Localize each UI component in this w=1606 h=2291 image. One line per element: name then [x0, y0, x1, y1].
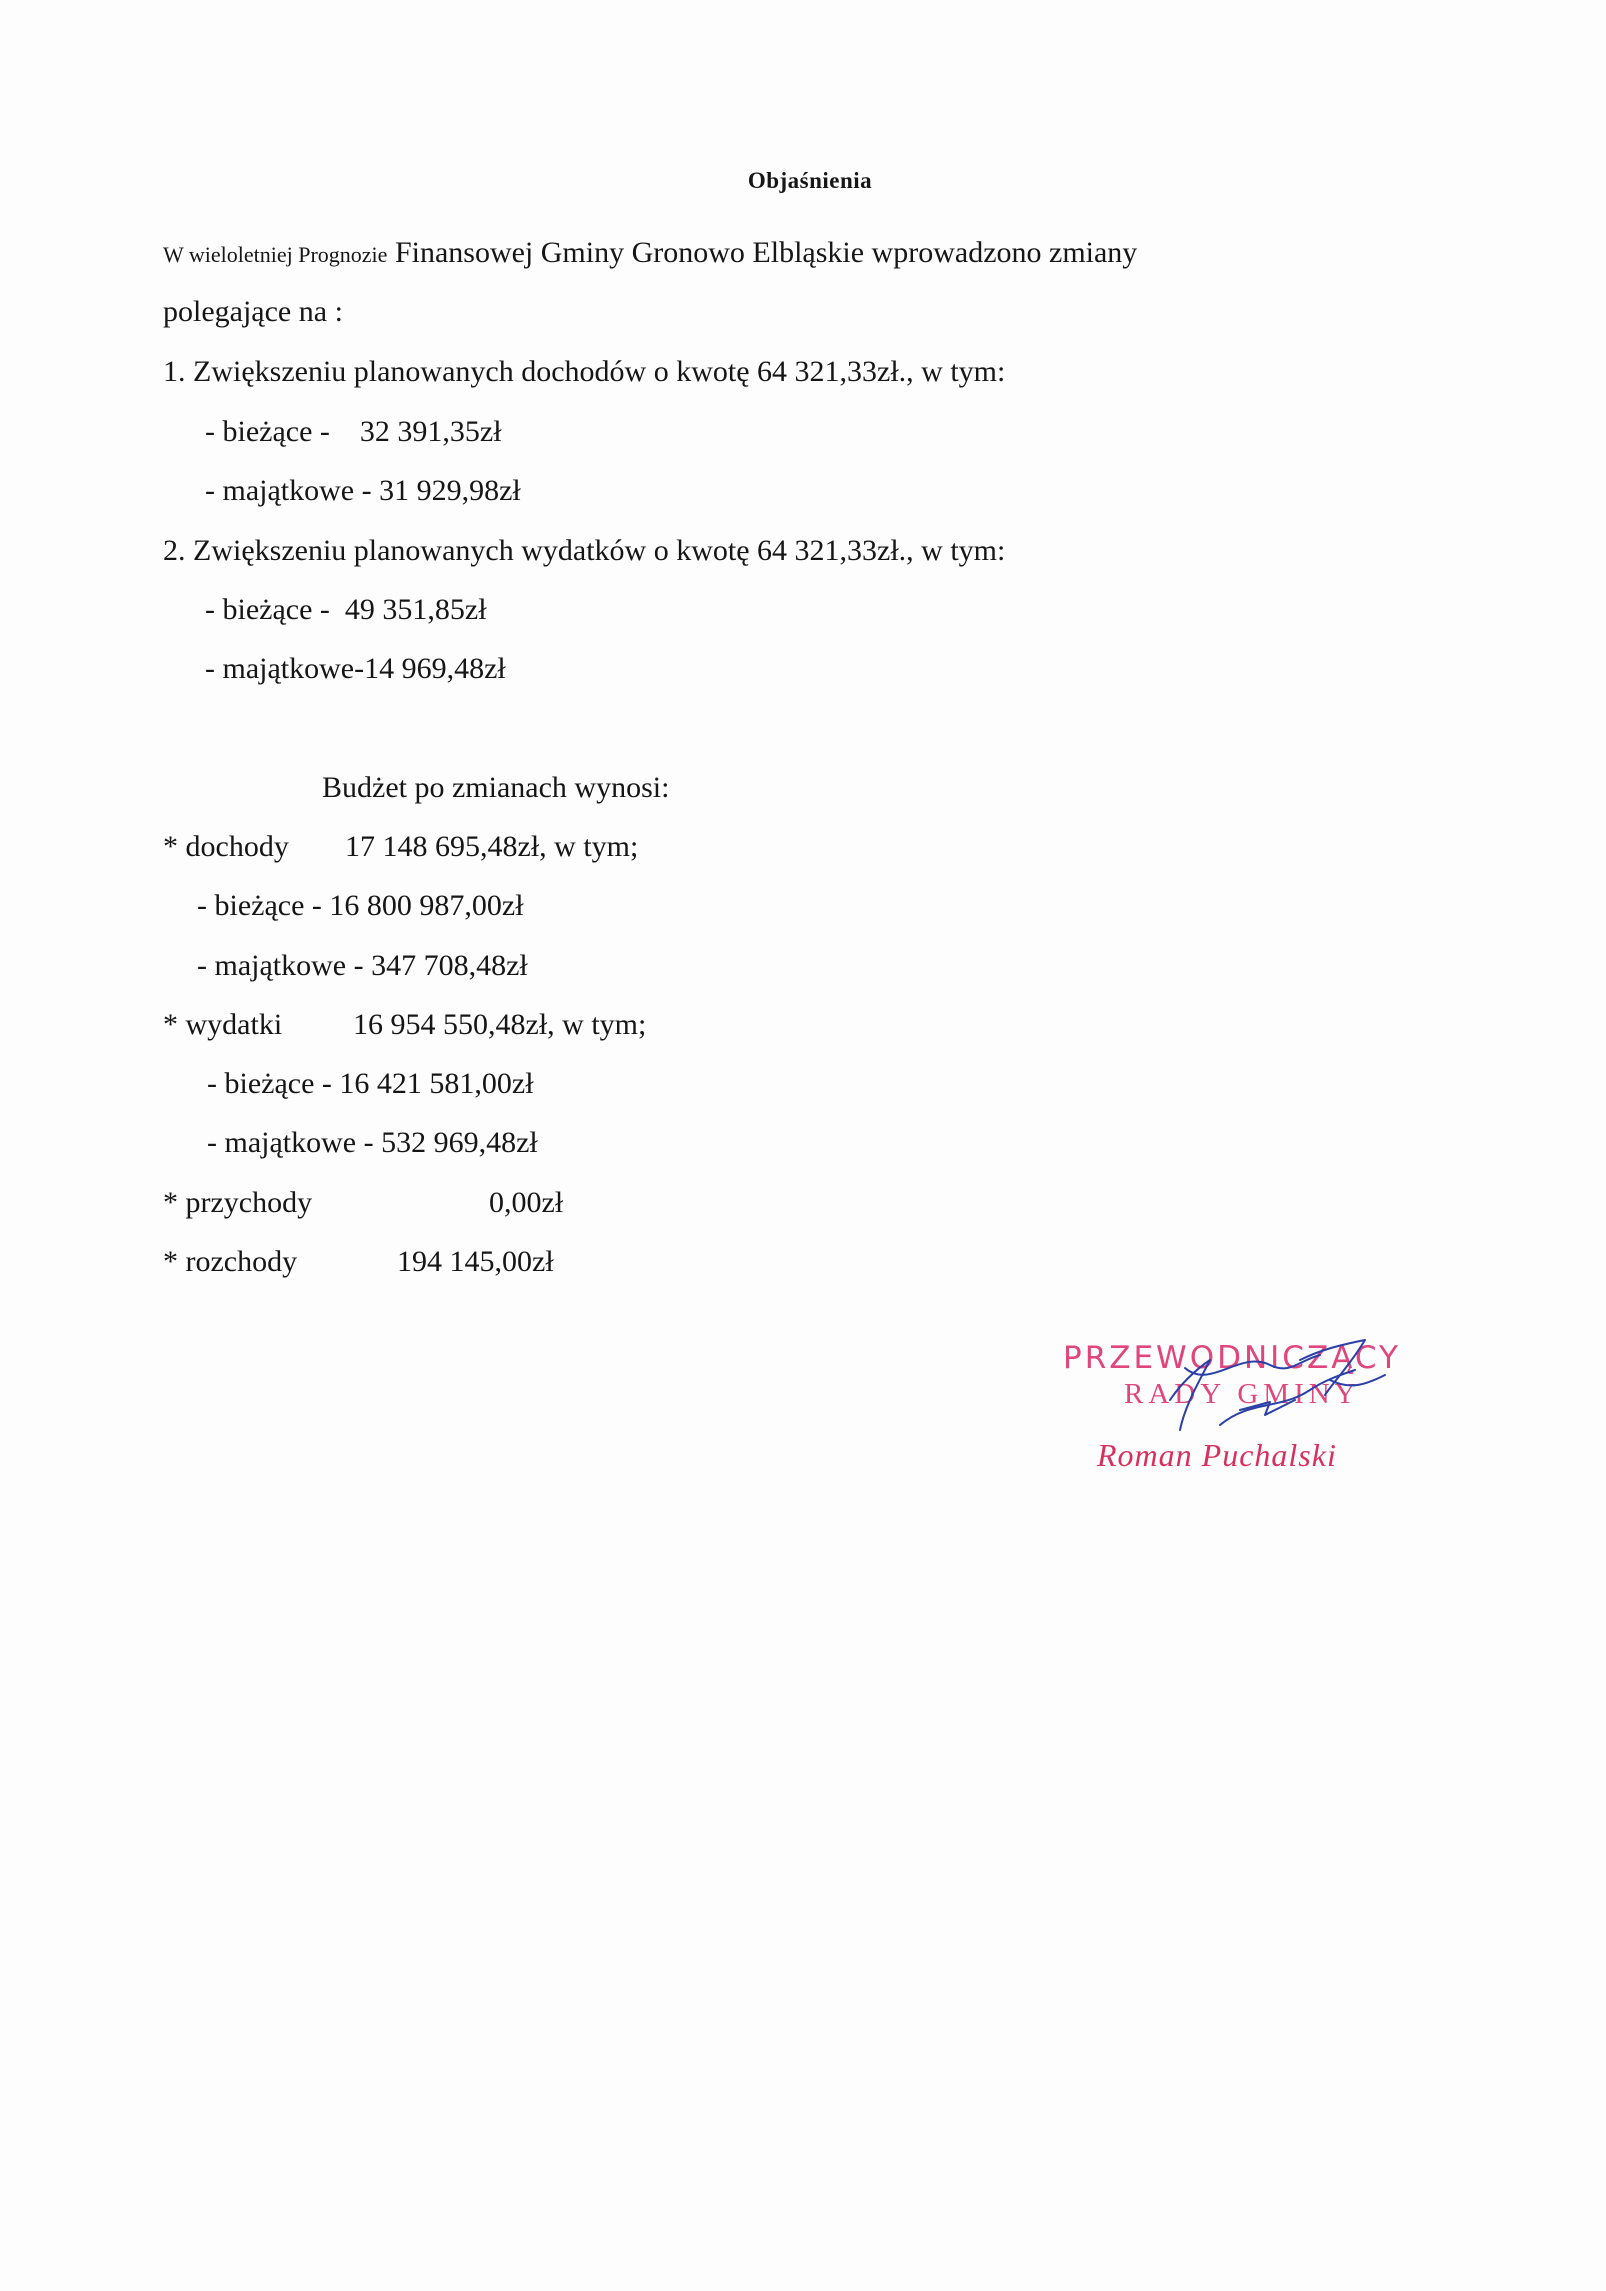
wydatki-label: * wydatki [163, 1008, 283, 1041]
dochody-value: 17 148 695,48zł, w tym; [345, 830, 639, 863]
item-2-majatkowe: - majątkowe-14 969,48zł [205, 652, 506, 685]
budget-rozchody-row [163, 1245, 554, 1279]
budget-heading: Budżet po zmianach wynosi: [322, 771, 670, 804]
dochody-biezace: - bieżące - 16 800 987,00zł [197, 889, 524, 922]
stamp-name: Roman Puchalski [1097, 1437, 1337, 1473]
dochody-majatkowe: - majątkowe - 347 708,48zł [197, 949, 528, 982]
budget-wydatki-row [163, 1008, 646, 1042]
intro-line-1-part2: Finansowej Gminy Gronowo Elbląskie wprowadzono zmiany [394, 236, 1138, 269]
intro-line-2: polegające na : [163, 295, 343, 328]
budget-przychody-row [163, 1186, 563, 1220]
signature-stroke-2 [1185, 1355, 1320, 1375]
rozchody-label: * rozchody [163, 1245, 298, 1278]
stamp-subtitle: RADY GMINY [1124, 1378, 1361, 1410]
wydatki-majatkowe: - majątkowe - 532 969,48zł [207, 1126, 538, 1159]
item-2-biezace: - bieżące - 49 351,85zł [205, 593, 487, 626]
signature-stroke-4 [1300, 1340, 1365, 1395]
przychody-label: * przychody [163, 1186, 313, 1219]
dochody-label: * dochody [163, 830, 289, 863]
signature-stroke-5 [1240, 1400, 1295, 1415]
item-1-text: 1. Zwiększeniu planowanych dochodów o kwotę 64 321,33zł., w tym: [163, 355, 1006, 388]
item-2-text: 2. Zwiększeniu planowanych wydatków o kwotę 64 321,33zł., w tym: [163, 534, 1006, 567]
item-1-majatkowe: - majątkowe - 31 929,98zł [205, 474, 521, 507]
signature-stroke-3 [1220, 1370, 1355, 1425]
handwritten-signature [1150, 1330, 1400, 1440]
intro-line-1 [163, 236, 1137, 270]
przychody-value: 0,00zł [489, 1186, 564, 1219]
intro-line-1-part1: W wieloletniej Prognozie [163, 242, 388, 267]
wydatki-biezace: - bieżące - 16 421 581,00zł [207, 1067, 534, 1100]
budget-dochody-row [163, 830, 638, 864]
item-1-biezace: - bieżące - 32 391,35zł [205, 415, 502, 448]
rozchody-value: 194 145,00zł [397, 1245, 554, 1278]
wydatki-value: 16 954 550,48zł, w tym; [353, 1008, 647, 1041]
document-heading: Objaśnienia [747, 168, 873, 193]
stamp-title: PRZEWODNICZĄCY [1063, 1340, 1401, 1376]
